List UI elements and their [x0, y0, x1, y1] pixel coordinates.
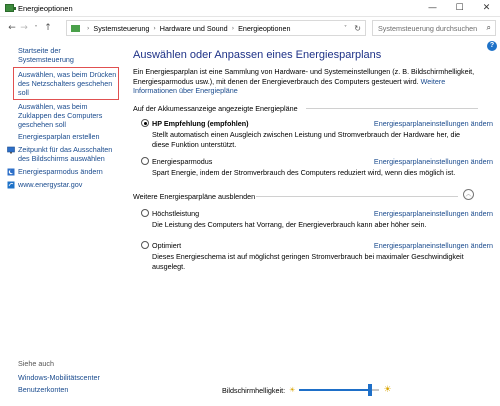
breadcrumb-hardware-und-sound[interactable]: Hardware und Sound [159, 23, 228, 33]
plan-desc-hoechstleistung: Die Leistung des Computers hat Vorrang, der Energieverbrauch kann aber höher sein. [152, 220, 427, 229]
address-field[interactable] [66, 20, 366, 36]
more-info-link[interactable]: Informationen über Energiepläne [133, 86, 238, 95]
sidebar-item-line: Zeitpunkt für das Ausschalten [18, 145, 113, 154]
search-placeholder: Systemsteuerung durchsuchen [378, 23, 478, 33]
sidebar-home-link[interactable]: Startseite der Systemsteuerung [18, 46, 74, 64]
sidebar-item-energystar[interactable] [18, 180, 82, 189]
brightness-slider-fill [299, 389, 369, 391]
intro-text [133, 67, 491, 96]
refresh-icon[interactable]: ↻ [354, 23, 361, 33]
sidebar-item-lid-close[interactable] [18, 102, 102, 129]
plan-desc-energiesparmodus: Spart Energie, indem der Stromverbrauch des Computers reduziert wird, wenn dies möglich ist. [152, 168, 456, 177]
brightness-label: Bildschirmhelligkeit: [222, 385, 286, 395]
intro-line [133, 77, 491, 87]
plan-name-hp[interactable]: HP Empfehlung (empfohlen) [152, 119, 249, 128]
minimize-button[interactable]: — [428, 3, 437, 13]
highlight-box [13, 67, 119, 100]
see-also-mobility-center[interactable]: Windows-Mobilitätscenter [18, 373, 100, 382]
brightness-slider-thumb[interactable] [368, 384, 372, 396]
see-also-label: Siehe auch [18, 359, 54, 368]
plan-name-hoechstleistung[interactable]: Höchstleistung [152, 209, 200, 218]
see-also-user-accounts[interactable]: Benutzerkonten [18, 385, 69, 394]
intro-line: Ein Energiesparplan ist eine Sammlung von Hardware- und Systemeinstellungen (z. B. Bildschirmhelligkeit, [133, 67, 475, 76]
change-plan-settings-link-energiesparmodus[interactable]: Energiesparplaneinstellungen ändern [373, 157, 493, 166]
monitor-shield-icon [7, 146, 15, 154]
window-title: Energieoptionen [18, 3, 73, 13]
plan-name-energiesparmodus[interactable]: Energiesparmodus [152, 157, 213, 166]
brightness-dim-icon: ☀ [289, 386, 296, 394]
power-options-icon [5, 4, 14, 12]
change-plan-settings-link-optimiert[interactable]: Energiesparplaneinstellungen ändern [373, 241, 493, 250]
breadcrumb-separator[interactable]: › [231, 24, 235, 32]
collapse-chevron-icon[interactable]: ︿ [463, 189, 474, 200]
plan-desc-line: diese Funktion unterstützt. [152, 139, 237, 149]
intro-line-text: Energiesparmodus usw.), mit denen der Energieverbrauch des Computers gesteuert wird. [133, 76, 419, 86]
maximize-button[interactable]: ☐ [455, 3, 464, 13]
title-bar [0, 0, 500, 17]
section-hide-more-plans[interactable]: Weitere Energiesparpläne ausblenden [133, 192, 256, 201]
control-panel-icon [71, 25, 80, 32]
breadcrumb-separator[interactable]: › [153, 24, 156, 32]
energystar-icon [7, 181, 15, 189]
back-arrow-icon[interactable]: ← [8, 23, 16, 33]
section-battery-plans: Auf der Akkumessanzeige angezeigte Energiepläne [133, 104, 298, 113]
page-title: Auswählen oder Anpassen eines Energiesparplans [133, 49, 382, 61]
more-info-link[interactable]: Weitere [420, 76, 446, 86]
plan-radio-optimiert[interactable] [141, 241, 149, 249]
breadcrumb-separator: › [87, 24, 90, 32]
change-plan-settings-link-hoechstleistung[interactable]: Energiesparplaneinstellungen ändern [373, 209, 493, 218]
plan-desc-line: Stellt automatisch einen Ausgleich zwischen Leistung und Stromverbrauch der Hardware her, die [152, 130, 461, 139]
sidebar-item-line: Zuklappen des Computers [18, 111, 103, 120]
brightness-slider[interactable] [299, 389, 379, 391]
help-icon[interactable]: ? [487, 41, 497, 51]
plan-radio-hp[interactable] [141, 119, 149, 127]
up-arrow-icon[interactable]: ↑ [44, 23, 52, 33]
brightness-bright-icon: ☀ [383, 385, 392, 395]
sidebar-item-display-off[interactable] [18, 145, 112, 163]
sidebar-item-line: www.energystar.gov [18, 180, 83, 189]
plan-radio-hoechstleistung[interactable] [141, 209, 149, 217]
address-bar-row [0, 17, 500, 39]
close-button[interactable]: ✕ [482, 3, 491, 13]
sidebar-item-line: soll [18, 88, 29, 97]
sidebar-item-line: Auswählen, was beim [18, 102, 88, 111]
recent-locations-icon[interactable]: ˅ [34, 24, 38, 32]
search-icon[interactable]: ⌕ [486, 23, 491, 32]
breadcrumb-energieoptionen[interactable]: Energieoptionen [238, 23, 291, 33]
sidebar-item-line: Energiesparmodus ändern [18, 167, 103, 176]
plan-desc-optimiert: Dieses Energieschema ist auf möglichst geringen Stromverbrauch bei maximaler Geschwindigkeit ausgelegt. [152, 252, 464, 271]
plan-name-optimiert[interactable]: Optimiert [152, 241, 182, 250]
sidebar-item-line: geschehen soll [18, 120, 66, 129]
sidebar-item-create-plan[interactable] [18, 132, 100, 141]
sidebar-item-line: des Netzschalters geschehen [18, 79, 113, 88]
section-divider [306, 108, 478, 109]
plan-radio-energiesparmodus[interactable] [141, 157, 149, 165]
sidebar-item-sleep-mode[interactable] [18, 167, 103, 176]
breadcrumb-systemsteuerung[interactable]: Systemsteuerung [93, 23, 150, 33]
brightness-control [222, 383, 391, 397]
section-divider [256, 196, 458, 197]
change-plan-settings-link-hp[interactable]: Energiesparplaneinstellungen ändern [373, 119, 493, 128]
forward-arrow-icon[interactable]: → [20, 23, 28, 33]
sidebar-item-line: Auswählen, was beim Drücken [18, 70, 117, 79]
search-input[interactable] [372, 20, 496, 36]
moon-shield-icon [7, 168, 15, 176]
plan-desc-hp [152, 130, 472, 149]
sidebar-item-line: Energiesparplan erstellen [18, 132, 100, 141]
address-dropdown-icon[interactable]: ˅ [344, 24, 347, 32]
sidebar-item-line: des Bildschirms auswählen [18, 154, 105, 163]
